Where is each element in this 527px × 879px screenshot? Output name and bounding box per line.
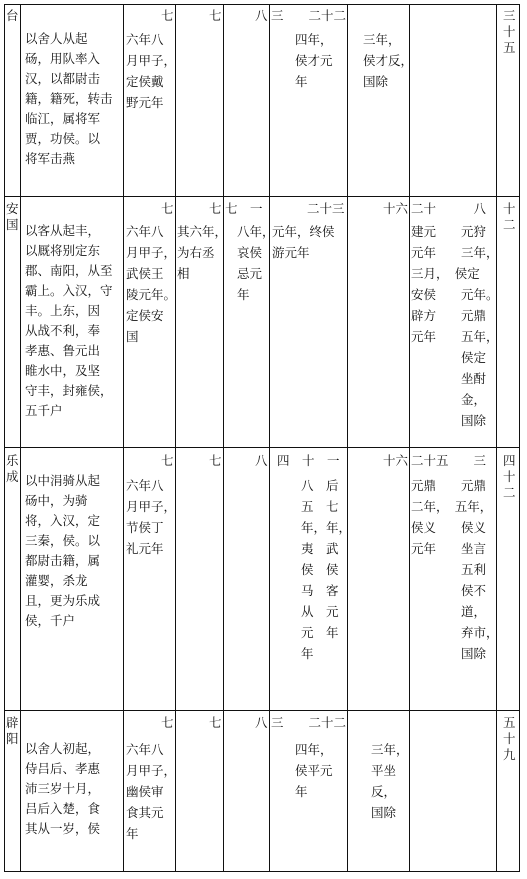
reign-note: 六年八 月甲子， 定侯戴 野元年 (126, 32, 177, 110)
reign-count: 七 (209, 453, 222, 468)
bio-text: 以中涓骑从起 砀中，为骑 将，入汉，定 三秦，侯。以 都尉击籍，属 灌婴，杀龙 且，更为乐成 侯，千户 (25, 473, 101, 628)
row-line (5, 196, 519, 197)
marquis-name: 辟阳 (6, 715, 19, 746)
bio-text: 以舍人初起， 侍吕后、孝惠 沛三岁十月， 吕后入楚，食 其从一岁，侯 (25, 741, 101, 836)
record-table (4, 4, 520, 872)
reign-count: 三 二十二 (271, 715, 347, 730)
reign-note: 三年， 平坐 反， 国除 (371, 742, 409, 820)
col-line (347, 5, 348, 871)
reign-count: 七 (161, 201, 174, 216)
row-line (5, 710, 519, 711)
reign-note: 元年，终侯 游元年 (272, 224, 335, 260)
reign-count: 七 (209, 8, 222, 23)
col-line (496, 5, 497, 871)
reign-note: 建元 元狩 元年 三年， 三月， 侯定 安侯 元年。 辟方 元鼎 元年 五年， 侯定 坐酎 金， 国除 (411, 224, 499, 428)
marquis-name: 台 (6, 8, 19, 23)
reign-count: 四 十 一 (277, 453, 340, 468)
reign-count: 三 二十二 (271, 8, 347, 23)
reign-count: 七 (209, 715, 222, 730)
reign-note: 三年， 侯才反， 国除 (363, 32, 414, 89)
col-line (223, 5, 224, 871)
reign-count: 八 (255, 8, 268, 23)
marquis-name: 安国 (6, 201, 19, 232)
reign-count: 七 (161, 8, 174, 23)
marquis-name: 乐成 (6, 453, 19, 484)
reign-count: 七 一 (225, 201, 263, 216)
reign-count: 二十三 (307, 201, 345, 216)
reign-note: 其六年， 为右丞 相 (177, 224, 228, 281)
rank-number: 十二 (503, 201, 516, 232)
reign-note: 六年八 月甲子， 武侯王 陵元年。 定侯安 国 (126, 224, 177, 344)
bio-text: 以舍人从起 砀，用队率入 汉，以都尉击 籍，籍死，转击 临江，属将军 贾，功侯。以 将军击燕 (25, 31, 113, 166)
reign-count: 八 (255, 453, 268, 468)
reign-count: 七 (209, 201, 222, 216)
reign-note: 六年八 月甲子， 幽侯审 食其元 年 (126, 742, 177, 841)
reign-note: 八 后 五 七 年，年， 夷 武 侯 侯 马 客 从 元 元 年 年 (301, 478, 352, 661)
reign-count: 二十五 三 (411, 453, 487, 468)
reign-count: 十六 (383, 453, 409, 468)
rank-number: 四十二 (503, 453, 516, 500)
reign-count: 八 (255, 715, 268, 730)
reign-note: 四年， 侯平元 年 (295, 742, 333, 799)
reign-count: 七 (161, 715, 174, 730)
col-line (123, 5, 124, 871)
reign-count: 七 (161, 453, 174, 468)
col-line (269, 5, 270, 871)
reign-count: 二十 八 (411, 201, 487, 216)
reign-note: 六年八 月甲子， 节侯丁 礼元年 (126, 478, 177, 556)
col-line (20, 5, 21, 871)
reign-note: 四年， 侯才元 年 (295, 32, 333, 89)
reign-note: 元鼎 元鼎 二年， 五年， 侯义 侯义 元年 坐言 五利 侯不 道， 弃市， 国除 (411, 478, 499, 661)
col-line (409, 5, 410, 871)
rank-number: 三十五 (503, 8, 516, 55)
reign-note: 八年， 哀侯 忌元 年 (237, 224, 275, 302)
row-line (5, 447, 519, 448)
bio-text: 以客从起丰， 以厩将别定东 郡、南阳，从至 霸上。入汉，守 丰。上东，因 从战不利，奉 孝惠、鲁元出 睢水中，及坚 守丰，封雍侯， 五千户 (25, 223, 113, 418)
rank-number: 五十九 (503, 715, 516, 762)
reign-count: 十六 (383, 201, 409, 216)
